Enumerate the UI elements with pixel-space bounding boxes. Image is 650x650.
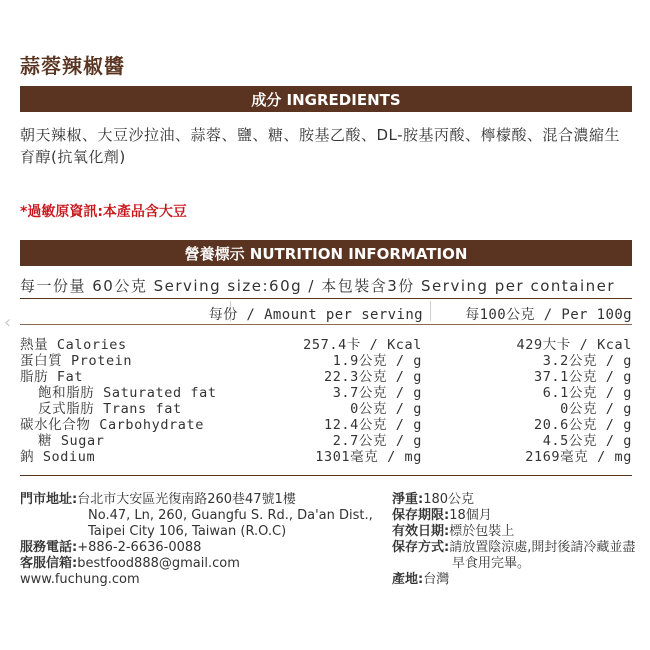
email-address[interactable]: bestfood888@gmail.com xyxy=(77,556,240,571)
nutrient-per-serving: 1301毫克 / mg xyxy=(315,449,422,465)
storage-value-2: 早食用完畢。 xyxy=(452,556,531,571)
nutrition-row-saturated-fat xyxy=(20,385,632,401)
company-address-line xyxy=(20,492,296,509)
nutrient-per-serving: 3.7公克 / g xyxy=(332,385,422,401)
origin-value: 台灣 xyxy=(423,572,450,587)
address-label: 門市地址: xyxy=(20,492,78,507)
nutrient-per-100g: 0公克 / g xyxy=(560,401,632,417)
nutrient-per-100g: 4.5公克 / g xyxy=(542,433,632,449)
nutrition-row-protein xyxy=(20,353,632,369)
nutrient-name: 脂肪 Fat xyxy=(20,369,84,385)
phone-label: 服務電話: xyxy=(20,540,78,555)
shelf-life-value: 18個月 xyxy=(449,508,492,523)
nutrition-row-trans-fat xyxy=(20,401,632,417)
table-bottom-divider xyxy=(20,475,632,476)
nutrition-row-calories xyxy=(20,337,632,353)
shelf-life-line xyxy=(392,508,492,525)
nutrient-per-serving: 1.9公克 / g xyxy=(332,353,422,369)
storage-label: 保存方式: xyxy=(392,540,450,555)
nutrient-name: 熱量 Calories xyxy=(20,337,127,353)
address-en-1: No.47, Ln, 260, Guangfu S. Rd., Da'an Dist., xyxy=(88,508,373,523)
nutrient-per-serving: 257.4卡 / Kcal xyxy=(303,337,422,353)
expiry-value: 標於包裝上 xyxy=(449,524,515,539)
storage-line xyxy=(392,540,635,557)
nutrient-per-100g: 3.2公克 / g xyxy=(542,353,632,369)
allergen-notice: *過敏原資訊:本產品含大豆 xyxy=(20,204,187,220)
nutrient-per-100g: 2169毫克 / mg xyxy=(525,449,632,465)
nutrition-header: 營養標示 NUTRITION INFORMATION xyxy=(20,240,632,266)
nutrient-per-100g: 37.1公克 / g xyxy=(533,369,632,385)
nutrient-per-100g: 429大卡 / Kcal xyxy=(516,337,632,353)
storage-value-1: 請放置陰涼處,開封後請冷藏並盡 xyxy=(449,540,636,555)
nutrient-name: 蛋白質 Protein xyxy=(20,353,133,369)
nutrient-name: 鈉 Sodium xyxy=(20,449,96,465)
product-title: 蒜蓉辣椒醬 xyxy=(20,54,125,78)
company-phone-line xyxy=(20,540,201,557)
address-zh: 台北市大安區光復南路260巷47號1樓 xyxy=(77,492,296,507)
col-header-per-100g: 每100公克 / Per 100g xyxy=(465,307,632,323)
nutrition-row-carbohydrate xyxy=(20,417,632,433)
nutrient-per-100g: 6.1公克 / g xyxy=(542,385,632,401)
expiry-line xyxy=(392,524,514,541)
column-separator xyxy=(430,301,431,321)
net-weight-value: 180公克 xyxy=(423,492,475,507)
origin-line xyxy=(392,572,449,589)
nutrient-per-100g: 20.6公克 / g xyxy=(533,417,632,433)
ingredients-text: 朝天辣椒、大豆沙拉油、蒜蓉、鹽、糖、胺基乙酸、DL-胺基丙酸、檸檬酸、混合濃縮生育醇(抗氧化劑) xyxy=(20,126,621,166)
nutrient-name: 飽和脂肪 Saturated fat xyxy=(38,385,217,401)
nutrition-row-sodium xyxy=(20,449,632,465)
phone-number: +886-2-6636-0088 xyxy=(77,540,202,555)
email-label: 客服信箱: xyxy=(20,556,78,571)
expiry-label: 有效日期: xyxy=(392,524,450,539)
address-en-2: Taipei City 106, Taiwan (R.O.C) xyxy=(88,524,287,539)
nutrition-row-sugar xyxy=(20,433,632,449)
nutrition-row-fat xyxy=(20,369,632,385)
company-website[interactable]: www.fuchung.com xyxy=(20,572,140,587)
table-header-divider xyxy=(20,324,632,325)
ingredients-header: 成分 INGREDIENTS xyxy=(20,86,632,112)
company-email-line xyxy=(20,556,240,573)
prev-arrow-icon[interactable]: ‹ xyxy=(4,312,12,333)
net-weight-line xyxy=(392,492,474,509)
serving-size-line: 每一份量 60公克 Serving size:60g / 本包裝含3份 Serving per container xyxy=(20,277,616,295)
nutrient-per-serving: 0公克 / g xyxy=(350,401,422,417)
col-header-per-serving: 每份 / Amount per serving xyxy=(208,307,423,323)
net-weight-label: 淨重: xyxy=(392,492,424,507)
nutrient-per-serving: 2.7公克 / g xyxy=(332,433,422,449)
nutrient-name: 糖 Sugar xyxy=(38,433,105,449)
nutrient-name: 反式脂肪 Trans fat xyxy=(38,401,182,417)
nutrient-per-serving: 22.3公克 / g xyxy=(323,369,422,385)
nutrient-name: 碳水化合物 Carbohydrate xyxy=(20,417,204,433)
origin-label: 產地: xyxy=(392,572,424,587)
shelf-life-label: 保存期限: xyxy=(392,508,450,523)
nutrient-per-serving: 12.4公克 / g xyxy=(323,417,422,433)
serving-divider xyxy=(20,298,632,299)
